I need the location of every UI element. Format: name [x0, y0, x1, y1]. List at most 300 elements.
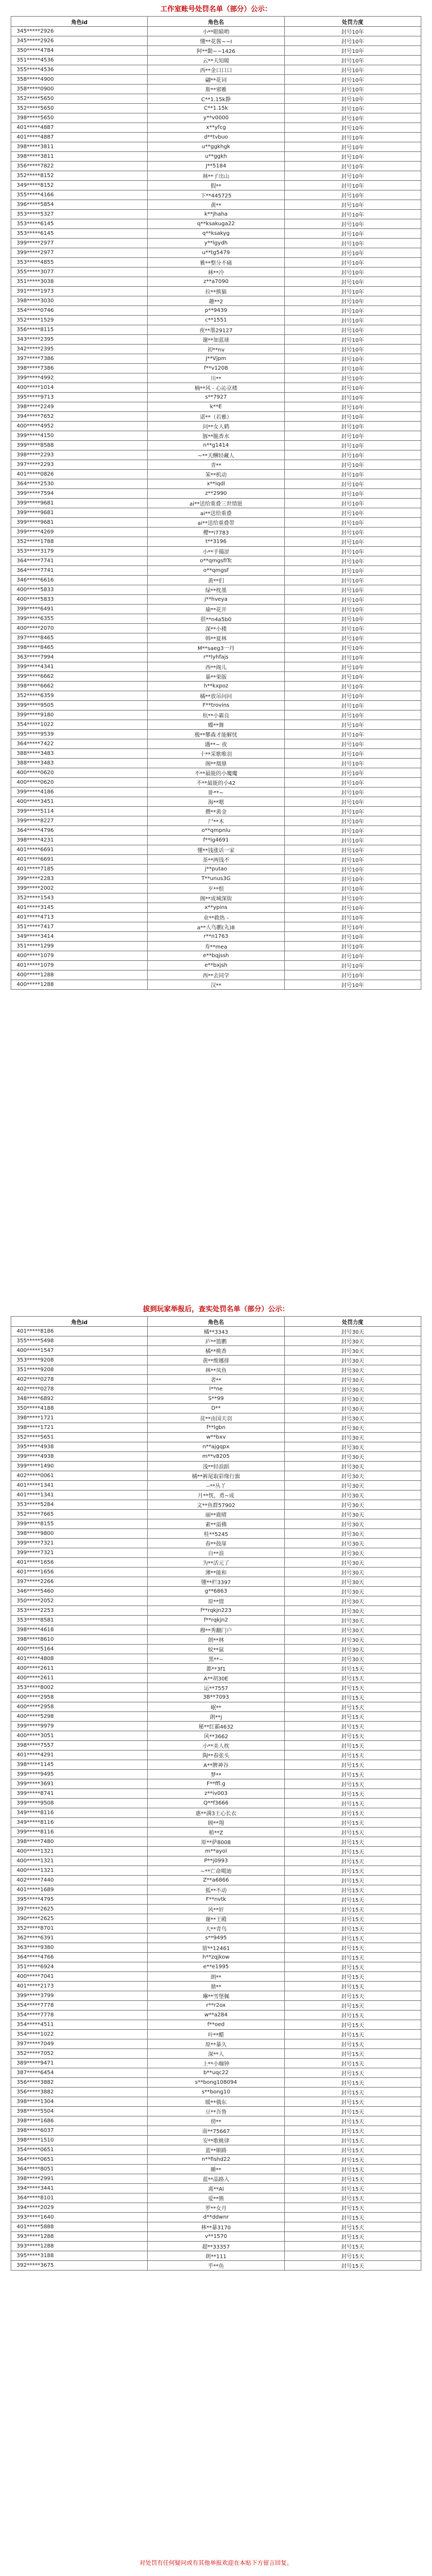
penalty-cell: 封号15天 — [284, 2020, 421, 2030]
role-name-cell: m**ayol — [148, 1847, 284, 1856]
role-id-cell: 399*****2283 — [11, 874, 148, 884]
role-id-cell: 399*****6662 — [11, 672, 148, 682]
role-name-cell: y**v0000 — [148, 113, 284, 123]
role-name-cell: 林**暴3170 — [148, 2222, 284, 2232]
role-name-cell: 橘**桃香 — [148, 1346, 284, 1356]
penalty-cell: 封号10年 — [284, 884, 421, 893]
penalty-cell: 封号15天 — [284, 1885, 421, 1895]
role-id-cell: 353*****5327 — [11, 210, 148, 219]
role-name-cell: ~**亡命噶迪 — [148, 1866, 284, 1876]
role-id-cell: 364*****8101 — [11, 2193, 148, 2203]
penalty-cell: 封号15天 — [284, 2145, 421, 2155]
role-name-cell: --**丛丫 — [148, 1481, 284, 1490]
role-name-cell: A**脾神谷 — [148, 1760, 284, 1770]
table-row — [11, 2078, 421, 2088]
role-name-cell: 不**最能的小魔魔 — [148, 768, 284, 778]
penalty-cell: 封号10年 — [284, 393, 421, 402]
table-row — [11, 104, 421, 113]
table-row — [11, 605, 421, 614]
role-name-cell: 黄**们 — [148, 576, 284, 585]
penalty-cell: 封号30天 — [284, 1471, 421, 1481]
penalty-cell: 封号10年 — [284, 643, 421, 653]
penalty-cell: 封号10年 — [284, 441, 421, 450]
role-id-cell: 352*****5651 — [11, 1433, 148, 1442]
penalty-cell: 封号10年 — [284, 845, 421, 855]
table-row — [11, 1654, 421, 1664]
footer-note: 对处罚有任何疑问或有其他举报欢迎在本贴下方留言回复。 — [139, 2559, 293, 2566]
table-row — [11, 1481, 421, 1490]
role-id-cell: 399*****6355 — [11, 614, 148, 624]
role-name-cell: Q**f3666 — [148, 1799, 284, 1808]
role-name-cell: z**a7090 — [148, 277, 284, 287]
table-row — [11, 431, 421, 441]
role-name-cell: 下**445725 — [148, 190, 284, 200]
table-row — [11, 1693, 421, 1702]
role-id-cell: 364*****7741 — [11, 556, 148, 566]
penalty-cell: 封号15天 — [284, 2011, 421, 2020]
role-id-cell: 394*****7652 — [11, 412, 148, 422]
penalty-cell: 封号15天 — [284, 1856, 421, 1866]
penalty-cell: 封号15天 — [284, 1943, 421, 1953]
table-row — [11, 190, 421, 200]
table-row — [11, 1452, 421, 1462]
role-name-cell: w**a284 — [148, 2011, 284, 2020]
table-row — [11, 1962, 421, 1972]
table-row — [11, 1731, 421, 1741]
role-name-cell: 歹**恨 — [148, 884, 284, 893]
table-row — [11, 710, 421, 720]
role-id-cell: 397*****2293 — [11, 460, 148, 470]
penalty-cell: 封号15天 — [284, 1731, 421, 1741]
role-id-cell: 398*****1686 — [11, 2116, 148, 2126]
table-header-row — [11, 17, 421, 27]
role-id-cell: 393*****1640 — [11, 2213, 148, 2222]
table-row — [11, 325, 421, 335]
role-name-cell: f**rqkjn2 — [148, 1616, 284, 1625]
header-role-id: 角色id — [11, 1317, 148, 1327]
penalty-cell: 封号10年 — [284, 797, 421, 807]
table-row — [11, 335, 421, 345]
role-id-cell: 398*****5650 — [11, 113, 148, 123]
penalty-cell: 封号10年 — [284, 258, 421, 267]
role-name-cell: 蓝**顺路 — [148, 2145, 284, 2155]
penalty-cell: 封号10年 — [284, 489, 421, 499]
role-id-cell: 398*****1304 — [11, 2097, 148, 2107]
role-name-cell: F**trovins — [148, 701, 284, 710]
penalty-cell: 封号30天 — [284, 1433, 421, 1442]
role-id-cell: 354*****1022 — [11, 720, 148, 730]
role-name-cell: 不**最能的小42 — [148, 778, 284, 788]
penalty-cell: 封号10年 — [284, 816, 421, 826]
penalty-cell: 封号10年 — [284, 720, 421, 730]
role-name-cell: 岷** — [148, 1702, 284, 1712]
penalty-cell: 封号10年 — [284, 537, 421, 547]
role-name-cell: a**人鸟鹏(丸)8 — [148, 922, 284, 932]
penalty-cell: 封号10年 — [284, 893, 421, 903]
role-id-cell: 364*****4796 — [11, 826, 148, 836]
penalty-cell: 封号10年 — [284, 479, 421, 489]
role-name-cell: 贫**由国天羽 — [148, 1413, 284, 1423]
table-row — [11, 2222, 421, 2232]
role-name-cell: n**ajgqpx — [148, 1442, 284, 1452]
role-name-cell: s**bong10 — [148, 2088, 284, 2097]
role-id-cell: 399*****9681 — [11, 508, 148, 518]
role-id-cell: 390*****2625 — [11, 1914, 148, 1924]
role-id-cell: 400*****0620 — [11, 768, 148, 778]
role-name-cell: f**lg4691 — [148, 836, 284, 845]
role-name-cell: 翩**花词 — [148, 75, 284, 85]
role-id-cell: 352*****1543 — [11, 893, 148, 903]
role-id-cell: 350*****2052 — [11, 1596, 148, 1606]
role-name-cell: g**6863 — [148, 1587, 284, 1596]
role-name-cell: F**ffl.g — [148, 1779, 284, 1789]
role-name-cell: 橘**放吊问问 — [148, 691, 284, 701]
table-row — [11, 1385, 421, 1394]
role-id-cell: 351*****4536 — [11, 56, 148, 65]
table-row — [11, 1943, 421, 1953]
role-name-cell: u**tg5479 — [148, 248, 284, 258]
penalty-cell: 封号30天 — [284, 1635, 421, 1645]
penalty-cell: 封号30天 — [284, 1375, 421, 1385]
role-name-cell: 陶**春张头 — [148, 1751, 284, 1760]
table-row — [11, 1519, 421, 1529]
role-name-cell: 问**女人鹤 — [148, 422, 284, 431]
role-id-cell: 400*****5833 — [11, 585, 148, 595]
role-id-cell: 402*****0278 — [11, 1375, 148, 1385]
penalty-cell: 封号30天 — [284, 1394, 421, 1404]
role-name-cell: 超**33357 — [148, 2242, 284, 2251]
table-row — [11, 855, 421, 865]
table-row — [11, 951, 421, 961]
role-name-cell: 桂**5245 — [148, 1529, 284, 1539]
penalty-cell: 封号10年 — [284, 682, 421, 691]
table-row — [11, 1712, 421, 1722]
penalty-cell: 封号15天 — [284, 1866, 421, 1876]
table-row — [11, 1404, 421, 1413]
penalty-cell: 封号10年 — [284, 653, 421, 662]
table-row — [11, 1828, 421, 1837]
role-name-cell: 琳**雪堡佩 — [148, 1991, 284, 2001]
role-id-cell: 352*****8701 — [11, 1924, 148, 1933]
role-id-cell: 399*****6491 — [11, 605, 148, 614]
role-id-cell: 388*****3483 — [11, 749, 148, 759]
table-row — [11, 2251, 421, 2261]
role-id-cell: 391*****1973 — [11, 287, 148, 296]
penalty-cell: 封号10年 — [284, 85, 421, 94]
role-name-cell: 植**Z — [148, 1828, 284, 1837]
role-id-cell: 400*****1288 — [11, 980, 148, 990]
table-row — [11, 1490, 421, 1500]
penalty-cell: 封号15天 — [284, 2165, 421, 2174]
role-id-cell: 352*****6359 — [11, 691, 148, 701]
role-name-cell: 狐**不动 — [148, 1885, 284, 1895]
role-id-cell: 349*****8116 — [11, 1808, 148, 1818]
table-row — [11, 913, 421, 922]
role-name-cell: 趣**2 — [148, 296, 284, 306]
penalty-cell: 封号15天 — [284, 1953, 421, 1962]
table-row — [11, 508, 421, 518]
penalty-cell: 封号15天 — [284, 1924, 421, 1933]
penalty-cell: 封号10年 — [284, 605, 421, 614]
table-row — [11, 1751, 421, 1760]
table-row — [11, 1375, 421, 1385]
role-id-cell: 395*****4938 — [11, 1442, 148, 1452]
penalty-cell: 封号10年 — [284, 701, 421, 710]
table-row — [11, 1327, 421, 1336]
role-id-cell: 400*****1321 — [11, 1847, 148, 1856]
penalty-cell: 封号15天 — [284, 2039, 421, 2049]
role-id-cell: 399*****2977 — [11, 248, 148, 258]
role-name-cell: 叶**醋 — [148, 2030, 284, 2039]
role-id-cell: 399*****8588 — [11, 441, 148, 450]
role-name-cell: 自**浪 — [148, 1548, 284, 1558]
table-row — [11, 1818, 421, 1828]
role-id-cell: 395*****9713 — [11, 393, 148, 402]
table-row — [11, 768, 421, 778]
penalty-cell: 封号10年 — [284, 865, 421, 874]
penalty-cell: 封号10年 — [284, 518, 421, 528]
penalty-cell: 封号10年 — [284, 749, 421, 759]
role-id-cell: 363*****9380 — [11, 1943, 148, 1953]
role-id-cell: 355*****4536 — [11, 65, 148, 75]
table-row — [11, 142, 421, 152]
penalty-cell: 封号30天 — [284, 1346, 421, 1356]
role-id-cell: 400*****1079 — [11, 951, 148, 961]
role-name-cell: 原**萨8008 — [148, 1837, 284, 1847]
table-row — [11, 1606, 421, 1616]
table-row — [11, 1568, 421, 1577]
role-id-cell: 401*****4808 — [11, 1654, 148, 1664]
table-row — [11, 662, 421, 672]
table-row — [11, 537, 421, 547]
role-id-cell: 401*****4887 — [11, 133, 148, 142]
role-id-cell: 400*****1321 — [11, 1866, 148, 1876]
role-id-cell: 354*****7778 — [11, 2001, 148, 2011]
role-id-cell: 353*****9208 — [11, 1356, 148, 1365]
penalty-cell: 封号30天 — [284, 1606, 421, 1616]
header-role-name: 角色名 — [148, 1317, 284, 1327]
penalty-cell: 封号10年 — [284, 450, 421, 460]
penalty-cell: 封号30天 — [284, 1645, 421, 1654]
table-row — [11, 614, 421, 624]
table-row — [11, 1510, 421, 1519]
penalty-cell: 封号10年 — [284, 730, 421, 739]
role-id-cell: 400*****1288 — [11, 970, 148, 980]
role-name-cell: 韩**夏林 — [148, 633, 284, 643]
role-id-cell: 353*****3179 — [11, 547, 148, 556]
table-row — [11, 807, 421, 816]
penalty-cell: 封号10年 — [284, 239, 421, 248]
role-id-cell: 364*****4766 — [11, 1953, 148, 1962]
role-id-cell: 398*****4231 — [11, 836, 148, 845]
role-name-cell: 业**救热 - — [148, 913, 284, 922]
role-name-cell: 林**冷 — [148, 267, 284, 277]
penalty-cell: 封号10年 — [284, 123, 421, 133]
penalty-cell: 封号15天 — [284, 2049, 421, 2059]
table-row — [11, 730, 421, 739]
role-name-cell: 鼎** — [148, 1982, 284, 1991]
role-id-cell: 353*****8002 — [11, 1683, 148, 1693]
penalty-cell: 封号10年 — [284, 422, 421, 431]
role-name-cell: 大**青鸟 — [148, 1924, 284, 1933]
role-id-cell: 351*****3038 — [11, 277, 148, 287]
role-name-cell: s**bong108094 — [148, 2078, 284, 2088]
table-row — [11, 720, 421, 730]
penalty-cell: 封号15天 — [284, 2193, 421, 2203]
table-row — [11, 1895, 421, 1905]
role-name-cell: C**1.15k — [148, 104, 284, 113]
role-name-cell: x**yfcg — [148, 123, 284, 133]
role-id-cell: 398*****7386 — [11, 364, 148, 373]
role-id-cell: 399*****9180 — [11, 710, 148, 720]
role-name-cell: 丽**鹿晴 — [148, 1510, 284, 1519]
penalty-cell: 封号15天 — [284, 1991, 421, 2001]
role-name-cell: r**lyhfajs — [148, 653, 284, 662]
table-row — [11, 1433, 421, 1442]
table-row — [11, 691, 421, 701]
role-id-cell: 399*****4186 — [11, 788, 148, 797]
role-name-cell: 小**美人枕 — [148, 1741, 284, 1751]
role-id-cell: 401*****8186 — [11, 1327, 148, 1336]
role-name-cell: 极**攀森才能解忧 — [148, 730, 284, 739]
role-name-cell: 朗**林 — [148, 1635, 284, 1645]
role-name-cell: f**rqkjn223 — [148, 1606, 284, 1616]
role-id-cell: 397*****2625 — [11, 1905, 148, 1914]
penalty-cell: 封号30天 — [284, 1442, 421, 1452]
role-id-cell: 353*****2253 — [11, 1606, 148, 1616]
penalty-cell: 封号10年 — [284, 364, 421, 373]
role-name-cell: o**qmgsf — [148, 566, 284, 576]
table-row — [11, 1346, 421, 1356]
table-row — [11, 113, 421, 123]
penalty-cell: 封号10年 — [284, 94, 421, 104]
table-row — [11, 932, 421, 942]
role-name-cell: j**hveya — [148, 595, 284, 605]
role-name-cell: 浅**轻浪蹈 — [148, 1462, 284, 1471]
table-row — [11, 258, 421, 267]
penalty-cell: 封号30天 — [284, 1587, 421, 1596]
role-name-cell: 乎**鱼 — [148, 2261, 284, 2271]
role-name-cell: l**ne — [148, 1385, 284, 1394]
table-row — [11, 1664, 421, 1673]
table-row — [11, 672, 421, 682]
table-row — [11, 518, 421, 528]
table-row — [11, 903, 421, 913]
table-row — [11, 749, 421, 759]
table-row — [11, 2174, 421, 2184]
penalty-cell: 封号10年 — [284, 855, 421, 865]
role-id-cell: 364*****2530 — [11, 479, 148, 489]
role-id-cell: 400*****5164 — [11, 1645, 148, 1654]
role-id-cell: 364*****8051 — [11, 2165, 148, 2174]
role-id-cell: 400*****4952 — [11, 422, 148, 431]
penalty-cell: 封号10年 — [284, 633, 421, 643]
table-row — [11, 210, 421, 219]
table-row — [11, 2068, 421, 2078]
penalty-cell: 封号30天 — [284, 1404, 421, 1413]
penalty-cell: 封号10年 — [284, 874, 421, 884]
role-name-cell: 小**手镯涩 — [148, 547, 284, 556]
role-id-cell: 354*****4511 — [11, 2020, 148, 2030]
role-name-cell: r**r2ox — [148, 2001, 284, 2011]
role-name-cell: d**tvbuo — [148, 133, 284, 142]
table-row — [11, 422, 421, 431]
role-name-cell: 运**7557 — [148, 1683, 284, 1693]
role-id-cell: 393*****1288 — [11, 2242, 148, 2251]
role-name-cell: 豆**吾鲁 — [148, 2107, 284, 2116]
role-name-cell: 秘**红霸4632 — [148, 1722, 284, 1731]
role-name-cell: s**9495 — [148, 1933, 284, 1943]
penalty-cell: 封号30天 — [284, 1490, 421, 1500]
role-name-cell: f**oed — [148, 2020, 284, 2030]
table-row — [11, 1702, 421, 1712]
penalty-cell: 封号10年 — [284, 566, 421, 576]
penalty-cell: 封号15天 — [284, 1914, 421, 1924]
table-row — [11, 489, 421, 499]
role-name-cell: 风**奸 — [148, 1905, 284, 1914]
penalty-cell: 封号15天 — [284, 1962, 421, 1972]
role-name-cell: d**ddwnr — [148, 2213, 284, 2222]
table-header-row — [11, 1317, 421, 1327]
role-id-cell: 400*****1547 — [11, 1346, 148, 1356]
table-row — [11, 942, 421, 951]
role-name-cell: b**uqc22 — [148, 2068, 284, 2078]
role-id-cell: 396*****5854 — [11, 200, 148, 210]
role-id-cell: 400*****3051 — [11, 1731, 148, 1741]
table-row — [11, 2039, 421, 2049]
role-name-cell: 安**歌桃律 — [148, 2136, 284, 2145]
role-id-cell: 393*****1288 — [11, 2232, 148, 2242]
penalty-cell: 封号10年 — [284, 142, 421, 152]
role-name-cell: 橘**裤尾取彩缘行旗 — [148, 1471, 284, 1481]
table-row — [11, 893, 421, 903]
penalty-cell: 封号10年 — [284, 759, 421, 768]
table-row — [11, 1423, 421, 1433]
role-name-cell: 留**12461 — [148, 1943, 284, 1953]
role-id-cell: 352*****8152 — [11, 171, 148, 181]
role-id-cell: 354*****1022 — [11, 2030, 148, 2039]
penalty-cell: 封号15天 — [284, 2174, 421, 2184]
role-name-cell: 汉** — [148, 980, 284, 990]
report-ban-title: 拔到玩家举报后，查实处罚名单（部分）公示： — [11, 1303, 421, 1316]
penalty-cell: 封号10年 — [284, 691, 421, 701]
role-id-cell: 355*****5498 — [11, 1336, 148, 1346]
role-id-cell: 350*****4188 — [11, 1404, 148, 1413]
table-row — [11, 277, 421, 287]
role-name-cell: 笨**机动 — [148, 470, 284, 479]
table-row — [11, 2020, 421, 2030]
role-id-cell: 345*****2926 — [11, 36, 148, 46]
table-row — [11, 2213, 421, 2222]
role-name-cell: 川** — [148, 373, 284, 383]
role-id-cell: 348*****6892 — [11, 1394, 148, 1404]
penalty-cell: 封号30天 — [284, 1548, 421, 1558]
table-row — [11, 2261, 421, 2271]
table-row — [11, 788, 421, 797]
role-id-cell: 398*****6037 — [11, 2126, 148, 2136]
table-row — [11, 2203, 421, 2213]
role-name-cell: 月**恍，勇~成 — [148, 1490, 284, 1500]
role-name-cell: e**e1995 — [148, 1962, 284, 1972]
role-name-cell: v**1570 — [148, 2232, 284, 2242]
header-penalty: 处罚力度 — [284, 17, 421, 27]
penalty-cell: 封号10年 — [284, 768, 421, 778]
penalty-cell: 封号10年 — [284, 922, 421, 932]
penalty-cell: 封号10年 — [284, 65, 421, 75]
penalty-cell: 封号15天 — [284, 2184, 421, 2193]
role-name-cell: f**lgbn — [148, 1423, 284, 1433]
table-row — [11, 219, 421, 229]
